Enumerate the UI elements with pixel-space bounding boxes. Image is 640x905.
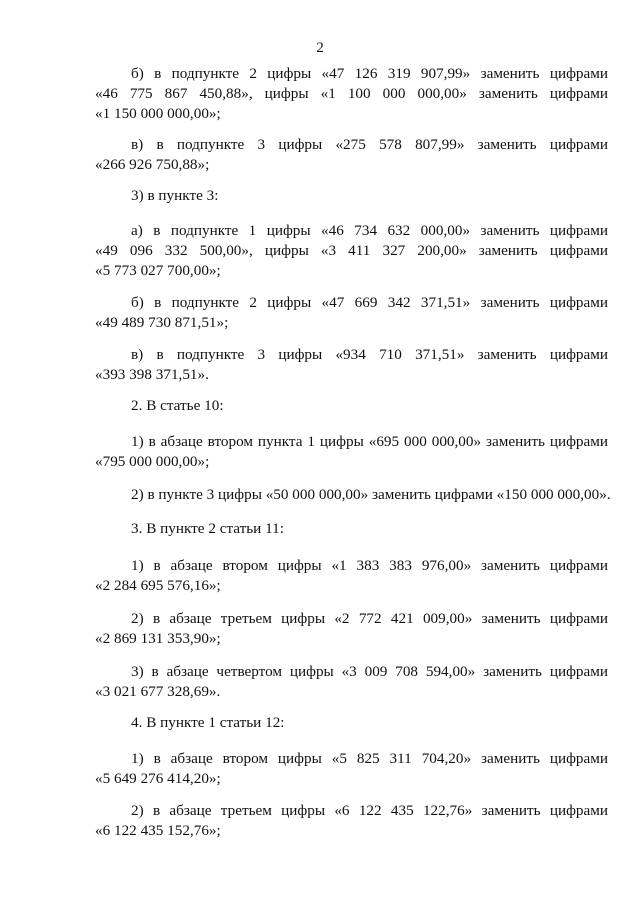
- text-line: 3) в пункте 3:: [131, 187, 219, 204]
- text-line: 2) в абзаце третьем цифры «2 772 421 009,00» заменить цифрами: [131, 610, 608, 627]
- amendment-paragraph: [95, 556, 608, 596]
- text-line: 2) в пункте 3 цифры «50 000 000,00» заменить цифрами «150 000 000,00».: [131, 486, 611, 503]
- section-heading: [95, 396, 608, 416]
- text-line: «46 775 867 450,88», цифры «1 100 000 000,00» заменить цифрами: [95, 85, 608, 102]
- amendment-paragraph: [95, 293, 608, 333]
- amendment-paragraph: [95, 64, 608, 124]
- section-heading: [95, 186, 608, 206]
- text-line: «5 649 276 414,20»;: [95, 770, 221, 787]
- text-line: «795 000 000,00»;: [95, 453, 210, 470]
- text-line: б) в подпункте 2 цифры «47 126 319 907,99» заменить цифрами: [131, 65, 608, 82]
- text-line: 2. В статье 10:: [131, 397, 224, 414]
- amendment-paragraph: [95, 485, 611, 505]
- text-line: «1 150 000 000,00»;: [95, 105, 221, 122]
- text-line: «266 926 750,88»;: [95, 156, 210, 173]
- text-line: 1) в абзаце втором пункта 1 цифры «695 000 000,00» заменить цифрами: [131, 433, 608, 450]
- text-line: 1) в абзаце втором цифры «5 825 311 704,20» заменить цифрами: [131, 750, 608, 767]
- text-line: в) в подпункте 3 цифры «275 578 807,99» заменить цифрами: [131, 136, 608, 153]
- text-line: в) в подпункте 3 цифры «934 710 371,51» заменить цифрами: [131, 346, 608, 363]
- text-line: 4. В пункте 1 статьи 12:: [131, 714, 285, 731]
- text-line: 1) в абзаце втором цифры «1 383 383 976,00» заменить цифрами: [131, 557, 608, 574]
- text-line: «49 489 730 871,51»;: [95, 314, 229, 331]
- section-heading: [95, 519, 608, 539]
- amendment-paragraph: [95, 801, 608, 841]
- amendment-paragraph: [95, 345, 608, 385]
- text-line: 3) в абзаце четвертом цифры «3 009 708 594,00» заменить цифрами: [131, 663, 608, 680]
- amendment-paragraph: [95, 221, 608, 281]
- amendment-paragraph: [95, 662, 608, 702]
- text-line: «393 398 371,51».: [95, 366, 209, 383]
- text-line: б) в подпункте 2 цифры «47 669 342 371,51» заменить цифрами: [131, 294, 608, 311]
- text-line: а) в подпункте 1 цифры «46 734 632 000,00» заменить цифрами: [131, 222, 608, 239]
- page-number: 2: [316, 39, 324, 56]
- amendment-paragraph: [95, 609, 608, 649]
- amendment-paragraph: [95, 135, 608, 175]
- text-line: «49 096 332 500,00», цифры «3 411 327 200,00» заменить цифрами: [95, 242, 608, 259]
- amendment-paragraph: [95, 432, 608, 472]
- text-line: 2) в абзаце третьем цифры «6 122 435 122,76» заменить цифрами: [131, 802, 608, 819]
- text-line: «3 021 677 328,69».: [95, 683, 221, 700]
- amendment-paragraph: [95, 749, 608, 789]
- text-line: «2 284 695 576,16»;: [95, 577, 221, 594]
- section-heading: [95, 713, 608, 733]
- text-line: «2 869 131 353,90»;: [95, 630, 221, 647]
- text-line: «6 122 435 152,76»;: [95, 822, 221, 839]
- text-line: «5 773 027 700,00»;: [95, 262, 221, 279]
- text-line: 3. В пункте 2 статьи 11:: [131, 520, 284, 537]
